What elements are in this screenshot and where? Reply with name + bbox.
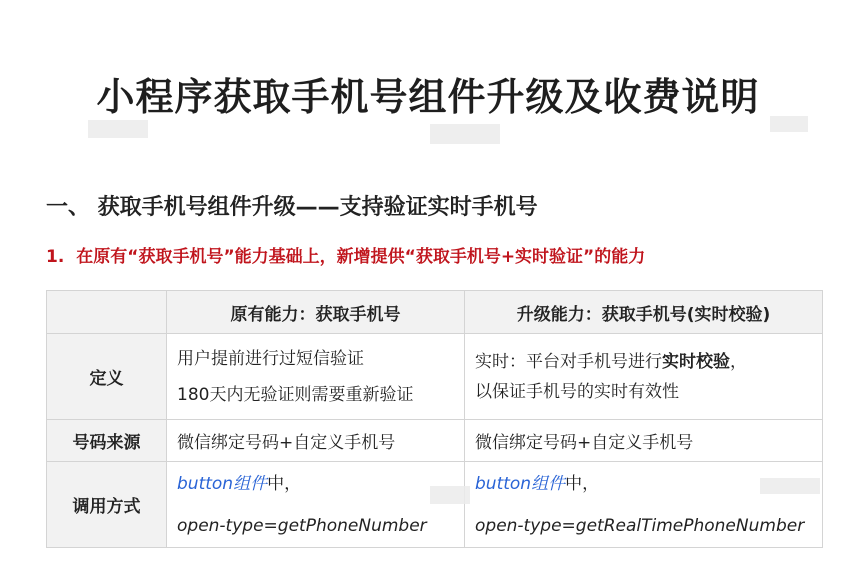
table-row-source xyxy=(47,420,823,462)
button-component-link[interactable]: button组件 xyxy=(177,473,268,494)
watermark-smudge xyxy=(430,486,470,504)
note-number: 1. xyxy=(46,247,65,267)
definition-upgrade-suffix: ， xyxy=(730,351,747,372)
usage-upgrade-suffix: 中， xyxy=(565,473,600,494)
usage-original-suffix: 中， xyxy=(267,473,302,494)
definition-upgrade-bold: 实时校验 xyxy=(662,351,730,372)
watermark-smudge xyxy=(770,116,808,132)
header-cell-empty xyxy=(47,291,167,334)
watermark-smudge xyxy=(88,120,148,138)
watermark-smudge xyxy=(760,478,820,494)
definition-upgrade-cell xyxy=(465,334,823,420)
definition-original-cell xyxy=(167,334,465,420)
usage-upgrade-code: open-type=getRealTimePhoneNumber xyxy=(475,515,805,536)
row-label: 调用方式 xyxy=(47,462,167,548)
page-title: 小程序获取手机号组件升级及收费说明 xyxy=(96,75,760,119)
table-header-row xyxy=(47,291,823,334)
watermark-smudge xyxy=(430,124,500,144)
table-row-definition xyxy=(47,334,823,420)
usage-original-cell xyxy=(167,462,465,548)
source-original-cell: 微信绑定号码+自定义手机号 xyxy=(167,420,465,462)
comparison-table xyxy=(46,290,823,548)
table-row-usage xyxy=(47,462,823,548)
row-label: 号码来源 xyxy=(47,420,167,462)
header-cell-upgrade: 升级能力：获取手机号(实时校验) xyxy=(465,291,823,334)
usage-upgrade-cell xyxy=(465,462,823,548)
definition-original-line2: 180天内无验证则需要重新验证 xyxy=(177,384,414,405)
usage-original-line1 xyxy=(177,469,454,499)
note-text: 在原有“获取手机号”能力基础上，新增提供“获取手机号+实时验证”的能力 xyxy=(76,247,646,267)
button-component-link[interactable]: button组件 xyxy=(475,473,566,494)
definition-upgrade-line1 xyxy=(475,347,812,377)
definition-upgrade-line2: 以保证手机号的实时有效性 xyxy=(475,381,679,402)
definition-upgrade-prefix: 实时：平台对手机号进行 xyxy=(475,351,662,372)
section-heading: 一、 获取手机号组件升级——支持验证实时手机号 xyxy=(46,195,538,220)
header-cell-original: 原有能力：获取手机号 xyxy=(167,291,465,334)
definition-original-line1: 用户提前进行过短信验证 xyxy=(177,348,364,369)
row-label: 定义 xyxy=(47,334,167,420)
highlight-note xyxy=(46,242,645,267)
source-upgrade-cell: 微信绑定号码+自定义手机号 xyxy=(465,420,823,462)
usage-original-code: open-type=getPhoneNumber xyxy=(177,515,427,536)
